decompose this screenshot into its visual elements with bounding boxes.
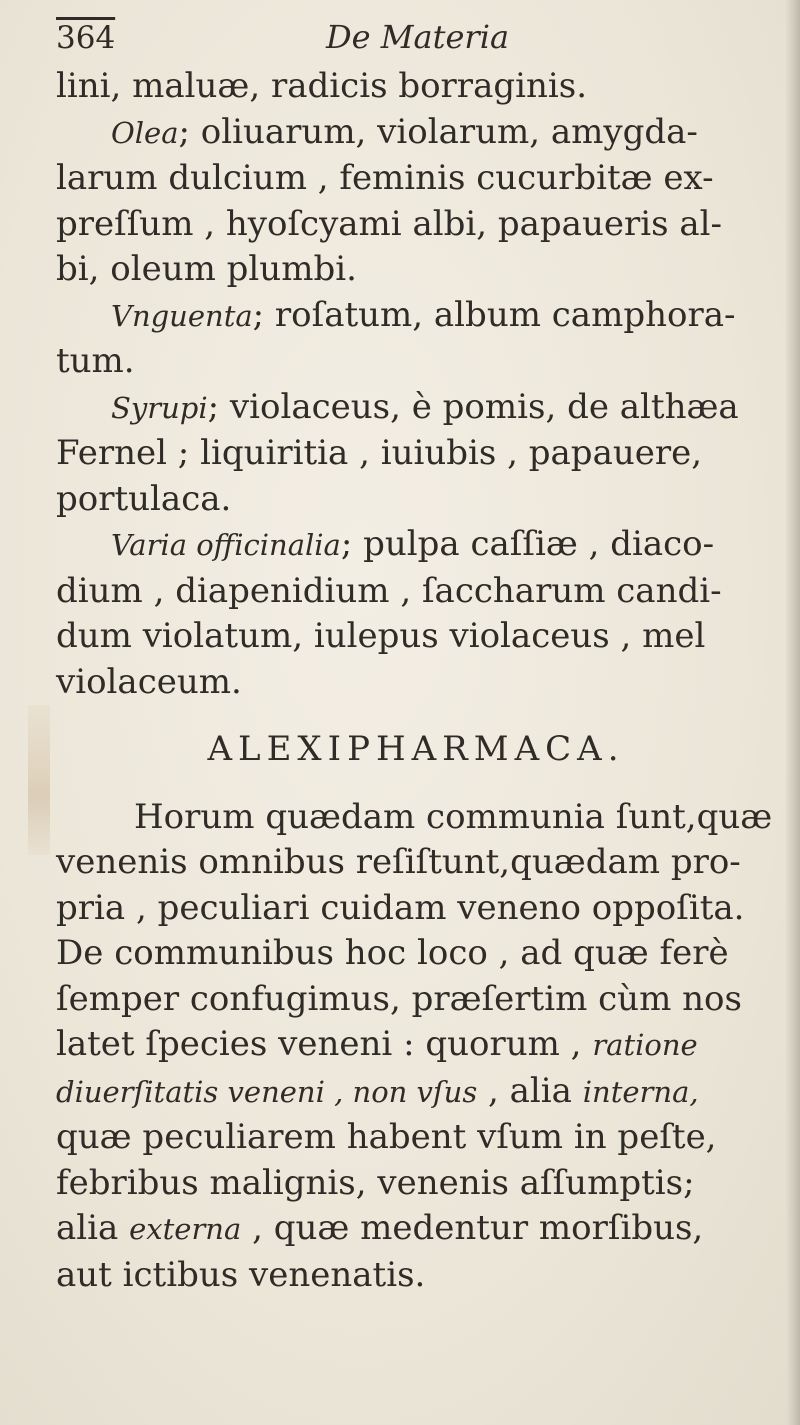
running-head: De Materia [326,18,510,56]
entry-label: Olea [111,115,179,150]
text-line: dum violatum, iulepus violaceus , mel [56,616,706,656]
text-line: Horum quædam communia ſunt,quæ [134,796,773,837]
entry-label: Syrupi [111,390,208,425]
page-header [56,14,776,62]
text-line: pria , peculiari cuidam veneno oppoſita. [56,887,745,928]
text-line: Fernel ; liquiritia , iuiubis , papauere, [56,433,703,473]
entry-text: ; oliuarum, violarum, amygda- [178,111,698,152]
page-text [56,64,776,1298]
text-line: De communibus hoc loco , ad quæ ferè [56,933,729,973]
italic-phrase: diuerſitatis veneni , non vſus [56,1074,478,1109]
text-line: lini, maluæ, radicis borraginis. [56,66,588,106]
italic-phrase: interna, [582,1074,699,1109]
entry-label: Varia officinalia [111,528,341,562]
line-segment: , alia [488,1070,572,1111]
text-line: dium , diapenidium , ſaccharum candi- [56,570,722,611]
text-line: bi, oleum plumbi. [56,249,357,289]
section-heading: ALEXIPHARMACA. [207,729,625,769]
text-line: venenis omnibus reſiſtunt,quædam pro- [56,842,741,882]
text-line [56,385,776,432]
text-line: quæ peculiarem habent vſum in peſte, [56,1117,717,1157]
text-line [56,110,776,157]
text-line: aut ictibus venenatis. [56,1254,426,1295]
text-line: portulaca. [56,478,232,519]
entry-text: ; violaceus, è pomis, de althæa [207,386,739,427]
text-line: preſſum , hyoſcyami albi, papaueris al- [56,203,722,244]
line-segment: latet ſpecies veneni : quorum , [56,1024,582,1064]
text-line [56,293,776,340]
page-number: 364 [56,20,116,56]
italic-phrase: externa [129,1212,242,1246]
page-gutter [786,0,800,1425]
text-line: violaceum. [56,661,242,702]
line-segment: alia [56,1208,119,1248]
text-line [56,1206,776,1253]
entry-text: ; pulpa caſſiæ , diaco- [340,524,715,564]
text-line: ſemper confugimus, præſertim cùm nos [56,978,742,1019]
italic-phrase: ratione [592,1028,698,1062]
entry-label: Vnguenta [111,298,253,333]
line-segment: , quæ medentur morſibus, [252,1208,704,1248]
text-line: larum dulcium , feminis cucurbitæ ex- [56,158,714,198]
text-line: tum. [56,341,135,381]
text-line: febribus malignis, venenis aſſumptis; [56,1162,695,1203]
text-line [56,1022,776,1069]
text-line [56,522,776,569]
entry-text: ; roſatum, album camphora- [252,294,736,335]
text-line [56,1069,776,1116]
margin-stain [28,705,50,855]
